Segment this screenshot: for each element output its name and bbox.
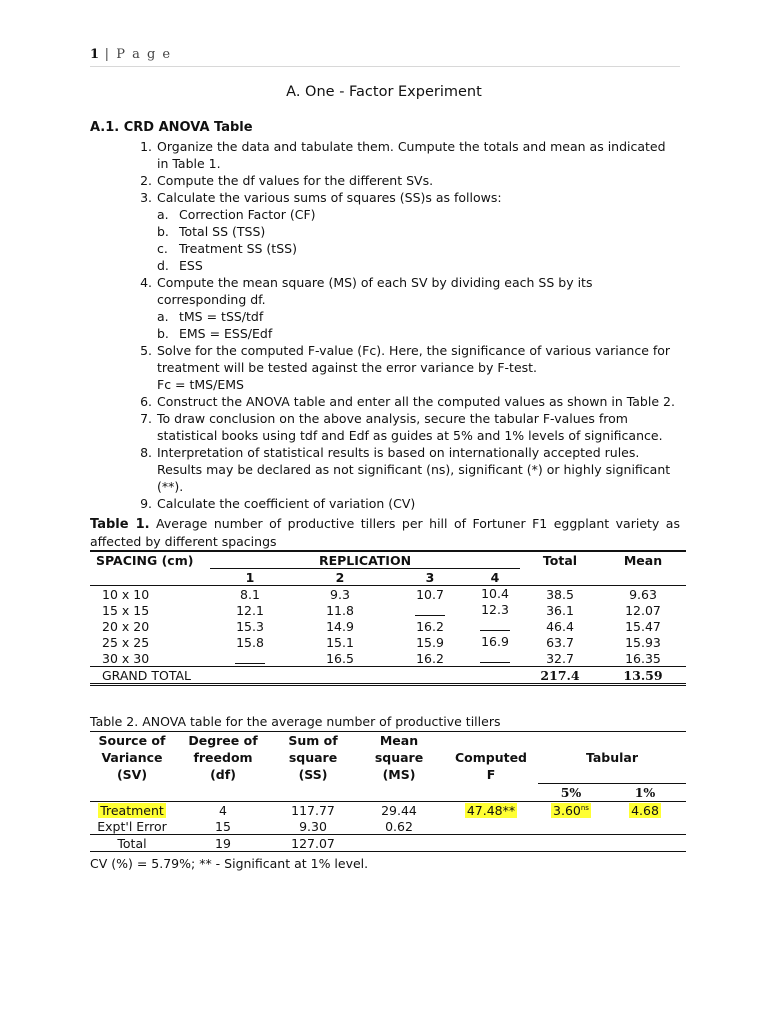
substep-text: Correction Factor (CF): [179, 207, 316, 222]
col-replication-header: REPLICATION: [210, 551, 520, 569]
rep-value-cell: 11.8: [326, 602, 354, 618]
substep-letter: b.: [157, 326, 169, 341]
missing-value-cell: [210, 650, 290, 667]
total-cell: 38.5: [546, 586, 574, 602]
rep-header: 2: [335, 569, 345, 585]
tillers-table: [90, 550, 686, 686]
rep-value-cell: 12.3: [481, 602, 509, 617]
table-row: [90, 650, 686, 667]
df-header: Degree of freedom (df): [188, 733, 258, 782]
tabular-1-cell: [604, 818, 686, 835]
total-cell: 32.7: [546, 650, 574, 666]
missing-value-cell: [470, 650, 520, 667]
rep-value-cell: 14.9: [326, 618, 354, 634]
spacing-cell: 20 x 20: [102, 618, 150, 634]
grand-mean-value: 13.59: [623, 667, 663, 683]
table-row: [90, 586, 686, 603]
spacing-cell: 30 x 30: [102, 650, 150, 666]
substep-item: [157, 257, 680, 274]
substep-letter: d.: [157, 258, 169, 273]
rep-value-cell: 9.3: [330, 586, 350, 602]
table2-footnote: CV (%) = 5.79%; ** - Significant at 1% level.: [90, 856, 369, 871]
step-text: Organize the data and tabulate them. Cumpute the totals and mean as indicated in Table 1.: [157, 139, 666, 171]
substep-letter: a.: [157, 207, 169, 222]
page-label: P a g e: [116, 47, 172, 62]
substep-letter: b.: [157, 224, 169, 239]
rep-value-cell: 15.9: [416, 634, 444, 650]
step-text: Interpretation of statistical results is based on internationally accepted rules. Results may be declared as not significant (ns), significant (*) or highly significant (**).: [157, 445, 671, 494]
mean-cell: 9.63: [629, 586, 657, 602]
ss-cell: 127.07: [291, 835, 335, 851]
substep-text: ESS: [179, 258, 203, 273]
rep-value-cell: 8.1: [240, 586, 260, 602]
ss-cell: 117.77: [291, 802, 335, 818]
ms-cell: [354, 835, 444, 852]
substep-text: EMS = ESS/Edf: [179, 326, 273, 341]
step-number: 5.: [140, 343, 152, 358]
computed-f-cell: [444, 835, 538, 852]
substep-text: tMS = tSS/tdf: [179, 309, 264, 324]
table-row: [90, 618, 686, 634]
rep-value-cell: 12.1: [236, 602, 264, 618]
total-cell: 36.1: [546, 602, 574, 618]
step-text: Construct the ANOVA table and enter all the computed values as shown in Table 2.: [157, 394, 675, 409]
substep-item: [157, 240, 680, 257]
col-spacing-header: SPACING (cm): [96, 552, 194, 568]
step-text: To draw conclusion on the above analysis, secure the tabular F-values from statistical books using tdf and Edf as guides at 5% and 1% levels of significance.: [157, 411, 663, 443]
rep-header: 4: [490, 569, 500, 585]
sv-cell: Expt'l Error: [97, 818, 167, 834]
step-text: Compute the mean square (MS) of each SV by dividing each SS by its corresponding df.: [157, 275, 593, 307]
anova-table: [90, 731, 686, 852]
df-cell: 4: [219, 802, 227, 818]
rep-value-cell: 10.4: [481, 586, 509, 601]
page-header: [90, 47, 680, 62]
substep-text: Treatment SS (tSS): [179, 241, 297, 256]
table1-caption-label: Table 1.: [90, 517, 150, 532]
step-number: 7.: [140, 411, 152, 426]
table1-caption-text: Average number of productive tillers per hill of Fortuner F1 eggplant variety as affected by different spacings: [90, 516, 680, 549]
step-text: Calculate the various sums of squares (SS)s as follows:: [157, 190, 502, 205]
p1-header: 1%: [634, 785, 656, 800]
rep-value-cell: 16.5: [326, 650, 354, 666]
sv-cell: Treatment: [100, 802, 164, 818]
table-row: [90, 634, 686, 650]
document-title: A. One - Factor Experiment: [286, 84, 482, 100]
step-number: 3.: [140, 190, 152, 205]
header-rule: [90, 66, 680, 67]
rep-value-cell: 16.9: [481, 634, 509, 649]
substep-item: [157, 308, 680, 325]
computed-f-header: Computed F: [454, 750, 528, 782]
tabular-5-cell: $3.60^{ns}$: [553, 802, 589, 818]
rep-value-cell: 16.2: [416, 650, 444, 666]
step-item: [90, 444, 680, 495]
tabular-5-cell: [538, 818, 604, 835]
missing-value-cell: [390, 602, 470, 618]
spacing-cell: 15 x 15: [102, 602, 150, 618]
step-number: 1.: [140, 139, 152, 154]
col-mean-header: Mean: [623, 552, 663, 568]
step-text: Solve for the computed F-value (Fc). Here, the significance of various variance for treatment will be tested against the error variance by F-test.: [157, 343, 671, 375]
mean-cell: 12.07: [625, 602, 661, 618]
col-total-header: Total: [542, 552, 578, 568]
table1-caption: [90, 515, 680, 550]
p5-header: 5%: [560, 785, 582, 800]
grand-total-value: 217.4: [540, 667, 580, 683]
ms-header: Mean square (MS): [374, 733, 424, 782]
substep-letter: c.: [157, 241, 168, 256]
grand-total-row: [90, 667, 686, 685]
section-heading: A.1. CRD ANOVA Table: [90, 120, 253, 135]
df-cell: 19: [215, 835, 231, 851]
ms-cell: 29.44: [381, 802, 417, 818]
grand-total-label: GRAND TOTAL: [102, 667, 192, 683]
step-formula: Fc = tMS/EMS: [157, 377, 244, 392]
rep-value-cell: 10.7: [416, 586, 444, 602]
step-number: 4.: [140, 275, 152, 290]
rep-value-cell: 15.1: [326, 634, 354, 650]
table-row: [90, 602, 686, 618]
ms-cell: 0.62: [385, 818, 413, 834]
sv-cell: Total: [117, 835, 147, 851]
rep-header: 3: [425, 569, 435, 585]
mean-cell: 16.35: [625, 650, 661, 666]
rep-value-cell: 15.3: [236, 618, 264, 634]
total-cell: 63.7: [546, 634, 574, 650]
table2-caption: Table 2. ANOVA table for the average number of productive tillers: [90, 714, 501, 729]
ss-cell: 9.30: [299, 818, 327, 834]
step-item: [90, 410, 680, 444]
spacing-cell: 25 x 25: [102, 634, 150, 650]
step-number: 8.: [140, 445, 152, 460]
step-item: [90, 274, 680, 342]
step-text: Calculate the coefficient of variation (CV): [157, 496, 416, 511]
missing-value-cell: [470, 618, 520, 634]
tabular-header: Tabular: [538, 732, 686, 784]
step-item: [90, 495, 680, 512]
mean-cell: 15.47: [625, 618, 661, 634]
anova-row: [90, 835, 686, 852]
anova-row: [90, 802, 686, 819]
step-number: 9.: [140, 496, 152, 511]
page-number: 1: [90, 47, 100, 62]
computed-f-cell: 47.48**: [466, 802, 516, 818]
anova-row: [90, 818, 686, 835]
step-number: 2.: [140, 173, 152, 188]
total-cell: 46.4: [546, 618, 574, 634]
step-item: [90, 393, 680, 410]
step-item: [90, 342, 680, 393]
df-cell: 15: [215, 818, 231, 834]
substep-letter: a.: [157, 309, 169, 324]
tabular-5-cell: [538, 835, 604, 852]
step-number: 6.: [140, 394, 152, 409]
page-separator: |: [99, 47, 117, 62]
rep-value-cell: 15.8: [236, 634, 264, 650]
step-item: [90, 189, 680, 274]
sv-header: Source of Variance (SV): [98, 733, 166, 782]
tabular-1-cell: [604, 835, 686, 852]
mean-cell: 15.93: [625, 634, 661, 650]
step-item: [90, 138, 680, 172]
rep-value-cell: 16.2: [416, 618, 444, 634]
step-text: Compute the df values for the different SVs.: [157, 173, 434, 188]
computed-f-cell: [444, 818, 538, 835]
substep-item: [157, 223, 680, 240]
step-item: [90, 172, 680, 189]
substep-text: Total SS (TSS): [179, 224, 266, 239]
substep-item: [157, 206, 680, 223]
tabular-1-cell: 4.68: [631, 802, 659, 818]
rep-header: 1: [245, 569, 255, 585]
substep-item: [157, 325, 680, 342]
procedure-steps: [90, 138, 680, 512]
spacing-cell: 10 x 10: [102, 586, 150, 602]
ss-header: Sum of square (SS): [288, 733, 338, 782]
